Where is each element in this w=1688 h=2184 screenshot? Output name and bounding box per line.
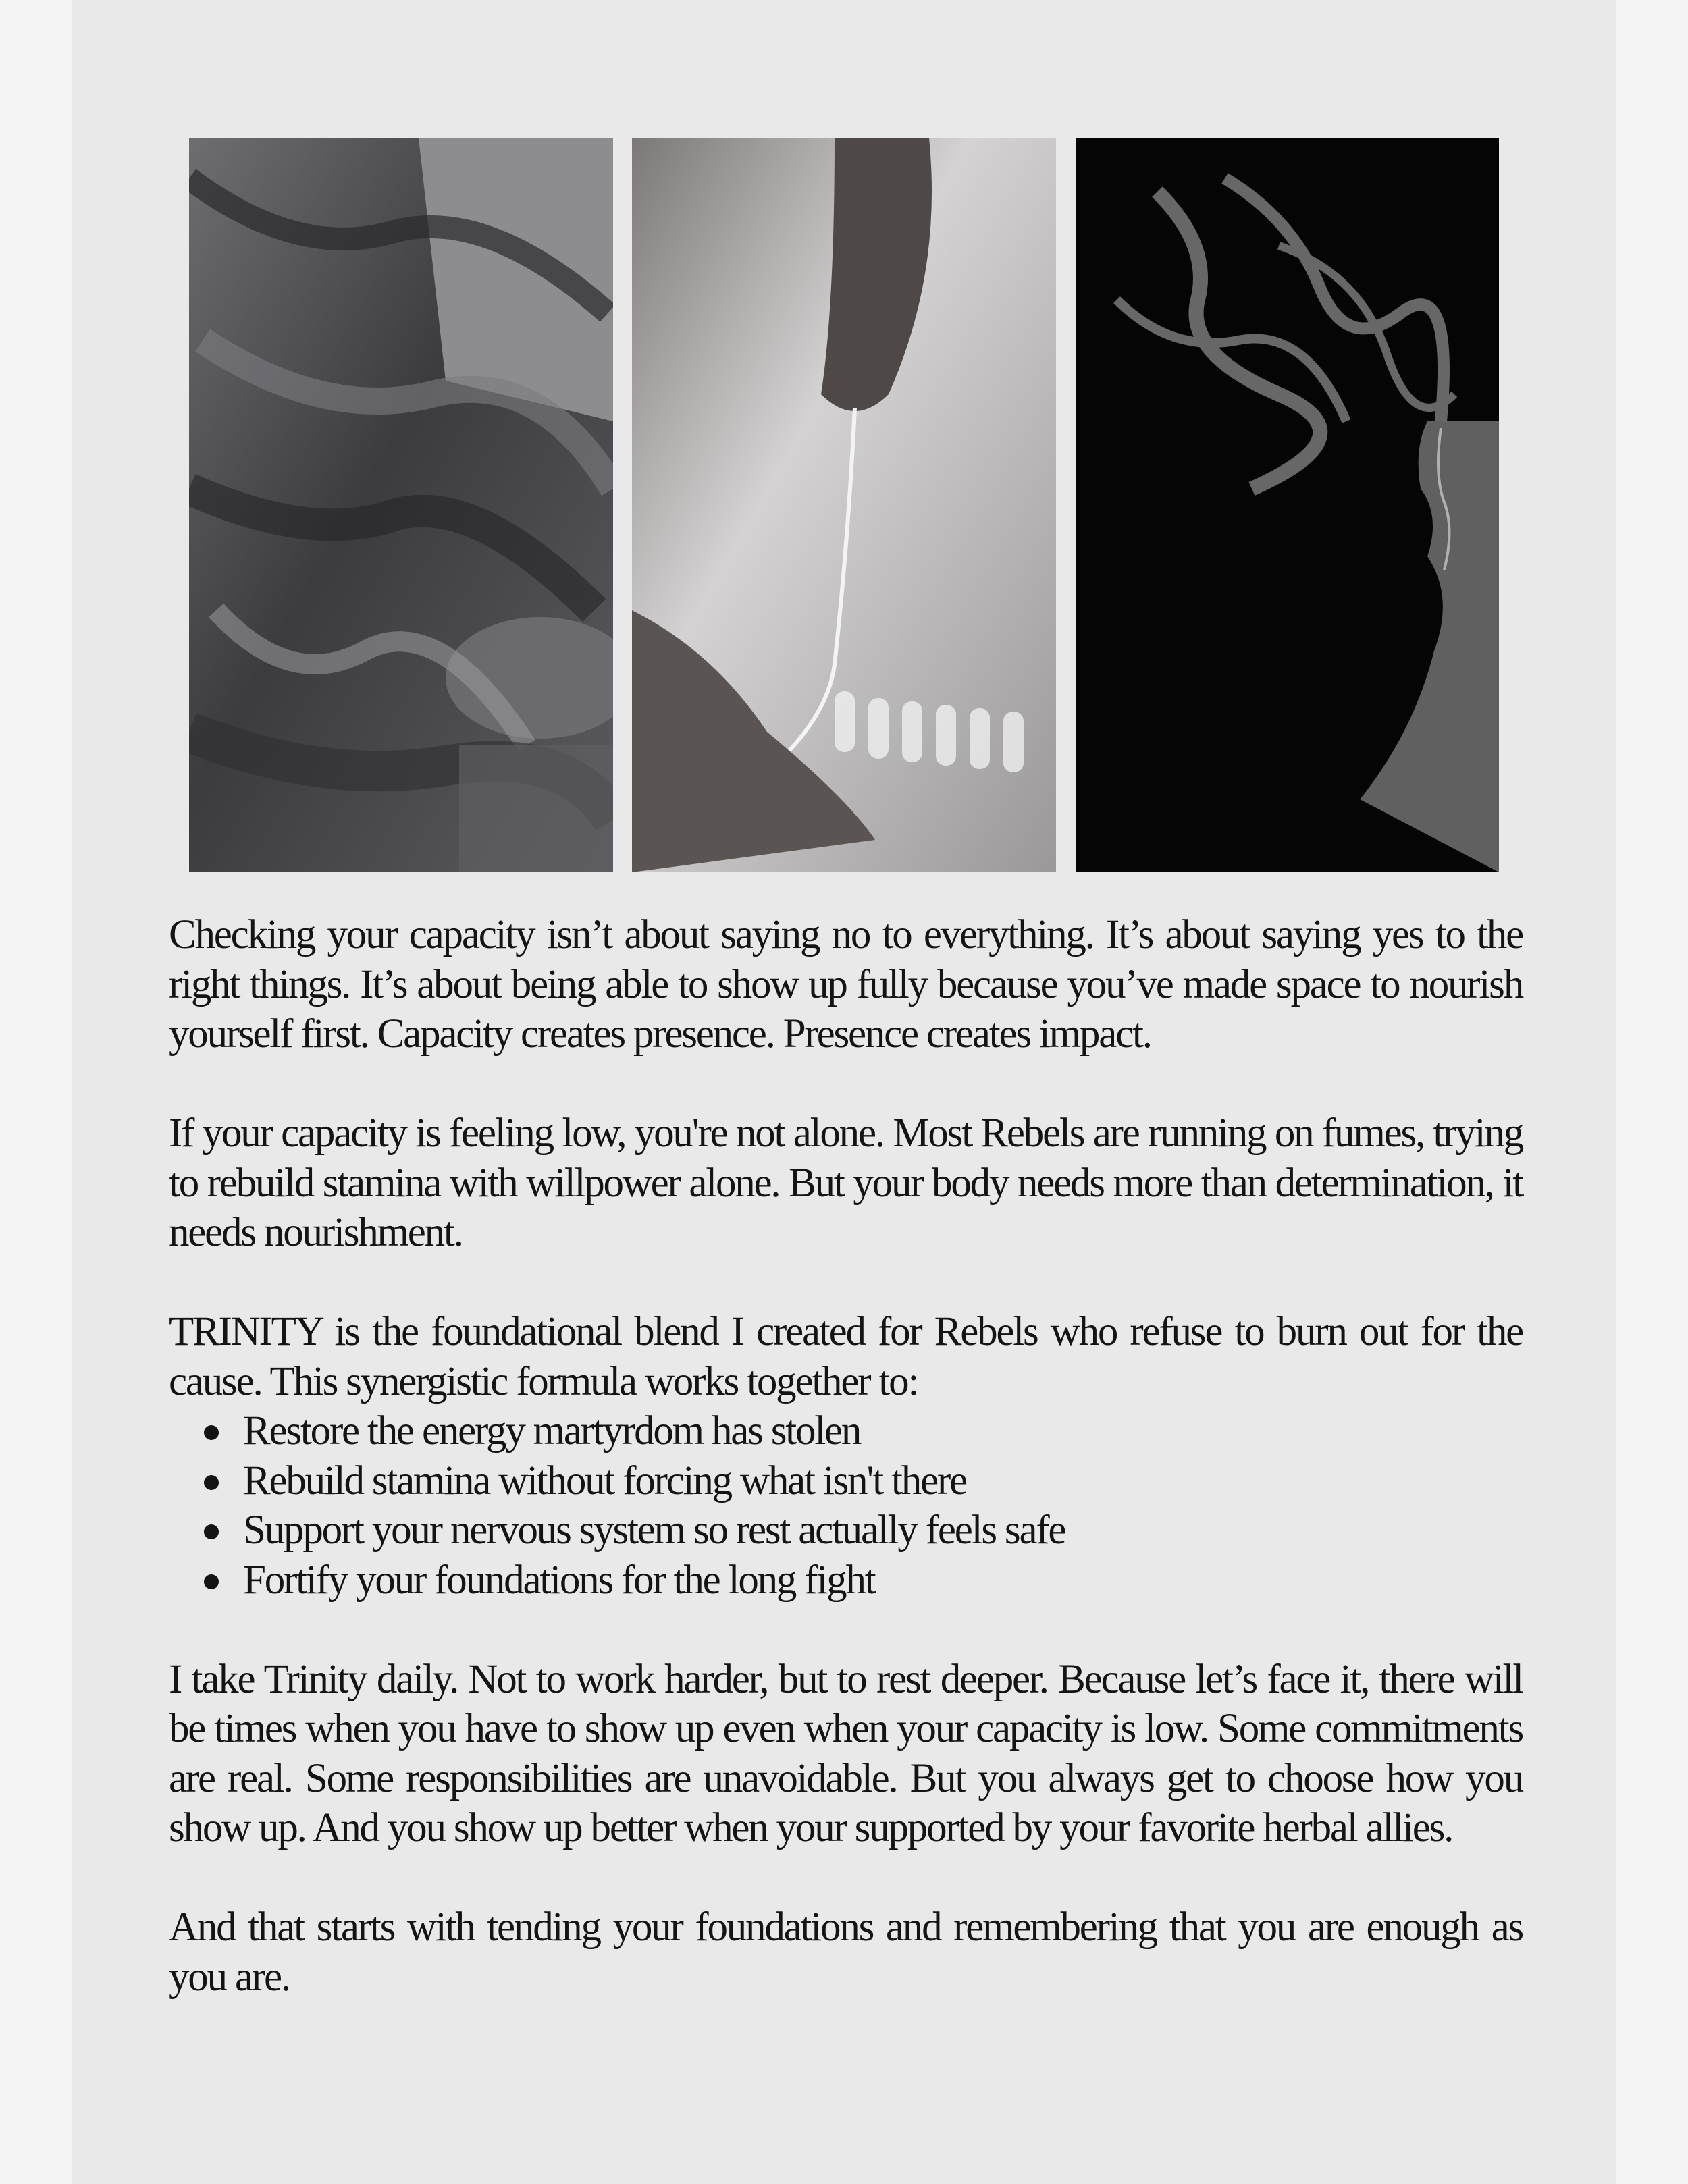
paragraph-daily: I take Trinity daily. Not to work harder, but to rest deeper. Because let’s face it, there will be times when you have to show up even when your capacity is low. Some commitments are real. Some responsibilities are unavoidable. But you always get to choose how you show up. And you show up better when your supported by your favorite herbal allies.	[169, 1656, 1523, 1850]
list-item: Restore the energy martyrdom has stolen	[169, 1406, 1523, 1456]
body-text	[169, 910, 1523, 2052]
water-pouring-hands-photo	[632, 138, 1056, 872]
benefits-list	[169, 1406, 1523, 1605]
paragraph-low-capacity: If your capacity is feeling low, you're not alone. Most Rebels are running on fumes, trying to rebuild stamina with willpower alone. But your body needs more than determination, it needs nourishment.	[169, 1111, 1523, 1255]
page	[72, 0, 1616, 2184]
bullet-icon	[204, 1425, 219, 1440]
bullet-icon	[204, 1524, 219, 1539]
rumpled-bedding-photo	[189, 138, 613, 872]
paragraph-foundations: And that starts with tending your foundations and remembering that you are enough as you are.	[169, 1905, 1523, 2000]
bullet-icon	[204, 1574, 219, 1589]
list-item: Rebuild stamina without forcing what isn't there	[169, 1456, 1523, 1506]
paragraph-capacity: Checking your capacity isn’t about saying no to everything. It’s about saying yes to the right things. It’s about being able to show up fully because you’ve made space to nourish yourself first. Capacity creates presence. Presence creates impact.	[169, 912, 1523, 1057]
paragraph-trinity: TRINITY is the foundational blend I created for Rebels who refuse to burn out for the cause. This synergistic formula works together to:	[169, 1309, 1523, 1404]
list-item: Fortify your foundations for the long fight	[169, 1555, 1523, 1605]
smoke-profile-photo	[1076, 138, 1499, 872]
bullet-icon	[204, 1475, 219, 1490]
photo-strip	[189, 138, 1499, 872]
list-item: Support your nervous system so rest actually feels safe	[169, 1506, 1523, 1555]
